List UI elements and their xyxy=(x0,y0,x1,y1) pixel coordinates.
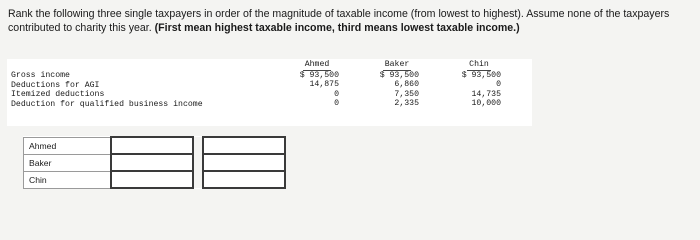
row-label-qbi-deduction: Deduction for qualified business income xyxy=(11,99,203,109)
ahmed-itemized-deductions: 0 xyxy=(334,89,339,99)
chin-gross-income: $ 93,500 xyxy=(461,70,501,80)
column-ahmed xyxy=(287,60,347,109)
baker-deductions-for-agi: 6,860 xyxy=(394,80,419,89)
baker-itemized-deductions: 7,350 xyxy=(394,89,419,99)
column-header-ahmed: Ahmed xyxy=(304,60,330,69)
chin-itemized-deductions: 14,735 xyxy=(471,89,501,99)
row-labels xyxy=(11,71,203,109)
ranking-input-baker-2[interactable] xyxy=(203,154,285,171)
ranking-input-ahmed[interactable] xyxy=(111,137,193,154)
ranking-name-baker: Baker xyxy=(24,154,112,171)
question-text xyxy=(8,8,694,35)
baker-qbi-deduction: 2,335 xyxy=(394,99,419,108)
question-emphasis: (First mean highest taxable income, third means lowest taxable income.) xyxy=(154,21,520,34)
column-chin xyxy=(449,60,509,109)
ranking-name-ahmed: Ahmed xyxy=(24,137,112,154)
ranking-input-baker[interactable] xyxy=(111,154,193,171)
baker-gross-income: $ 93,500 xyxy=(379,70,419,80)
ranking-row xyxy=(24,154,286,171)
ahmed-gross-income: $ 93,500 xyxy=(299,70,339,80)
chin-deductions-for-agi: 0 xyxy=(496,80,501,89)
row-label-gross-income: Gross income xyxy=(11,71,70,80)
column-baker xyxy=(367,60,427,109)
column-header-baker: Baker xyxy=(384,60,410,69)
ranking-spacer xyxy=(193,137,203,154)
question-body: Rank the following three single taxpayers in order of the magnitude of taxable income (from lowest to highest). Assume none of the taxpayers contributed to charity this year. xyxy=(8,8,670,34)
ranking-input-chin[interactable] xyxy=(111,171,193,188)
ranking-table xyxy=(23,136,286,189)
taxpayer-data-table xyxy=(7,59,532,126)
ranking-input-ahmed-2[interactable] xyxy=(203,137,285,154)
ranking-spacer xyxy=(193,154,203,171)
ahmed-deductions-for-agi: 14,875 xyxy=(309,80,339,89)
chin-qbi-deduction: 10,000 xyxy=(471,99,501,108)
ranking-row xyxy=(24,137,286,154)
ranking-name-chin: Chin xyxy=(24,171,112,188)
row-label-deductions-for-agi: Deductions for AGI xyxy=(11,80,100,90)
ranking-input-chin-2[interactable] xyxy=(203,171,285,188)
column-header-chin: Chin xyxy=(469,60,489,69)
ahmed-qbi-deduction: 0 xyxy=(334,99,339,108)
row-label-itemized-deductions: Itemized deductions xyxy=(11,90,105,99)
ranking-spacer xyxy=(193,171,203,188)
ranking-row xyxy=(24,171,286,188)
